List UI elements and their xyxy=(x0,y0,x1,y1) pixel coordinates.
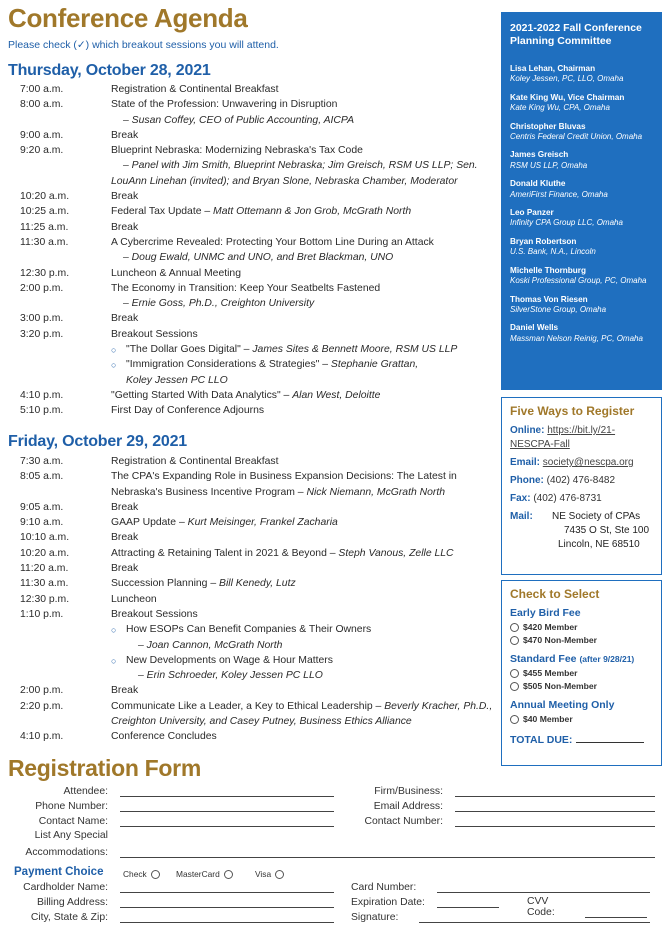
agenda-desc: Registration & Continental Breakfast xyxy=(111,456,279,467)
agenda-desc: Break xyxy=(111,685,139,697)
member-org: U.S. Bank, N.A., Lincoln xyxy=(510,247,596,257)
agenda-time: 12:30 p.m. xyxy=(20,593,70,605)
agenda-desc: Break xyxy=(111,563,139,575)
breakout-speaker-org: Koley Jessen PC LLO xyxy=(126,374,228,386)
agenda-desc: First Day of Conference Adjourns xyxy=(111,405,265,417)
agenda-desc: Federal Tax Update – xyxy=(111,206,214,218)
friday-heading: Friday, October 29, 2021 xyxy=(8,433,187,450)
checkbox-circle-icon[interactable]: ○ xyxy=(111,655,117,666)
agenda-desc: Break xyxy=(111,313,139,325)
member-name: Christopher Bluvas xyxy=(510,121,586,131)
breakout-title: How ESOPs Can Benefit Companies & Their Owners xyxy=(126,624,372,636)
cvv-field[interactable]: CVV Code: xyxy=(527,896,647,918)
agenda-time: 9:20 a.m. xyxy=(20,145,64,157)
agenda-time: 7:30 a.m. xyxy=(20,456,64,467)
agenda-speaker: – Susan Coffey, CEO of Public Accounting, AICPA xyxy=(123,114,355,126)
agenda-time: 2:20 p.m. xyxy=(20,700,64,712)
card-number-input[interactable] xyxy=(437,881,650,893)
agenda-desc: Communicate Like a Leader, a Key to Ethical Leadership – xyxy=(111,700,385,712)
member-name: Leo Panzer xyxy=(510,208,554,218)
register-fax: Fax: (402) 476-8731 xyxy=(510,493,602,504)
agenda-desc: Conference Concludes xyxy=(111,731,217,743)
register-phone: Phone: (402) 476-8482 xyxy=(510,475,616,486)
checkbox-circle-icon[interactable]: ○ xyxy=(111,360,117,371)
agenda-time: 3:20 p.m. xyxy=(20,328,64,340)
radio-circle-icon[interactable] xyxy=(510,636,519,645)
committee-member xyxy=(510,122,653,143)
agenda-desc: State of the Profession: Unwavering in Disruption xyxy=(111,99,338,111)
agenda-row xyxy=(0,683,500,698)
breakout-option[interactable] xyxy=(0,653,500,684)
agenda-desc: GAAP Update – xyxy=(111,517,188,529)
register-online: Online: https://bit.ly/21-NESCPA-Fall xyxy=(510,425,616,450)
pay-visa-option[interactable]: Visa xyxy=(255,869,284,879)
member-org: Massman Nelson Reinig, PC, Omaha xyxy=(510,333,643,343)
agenda-time: 12:30 p.m. xyxy=(20,267,70,279)
agenda-row xyxy=(0,699,500,730)
committee-member xyxy=(510,323,653,344)
annual-meeting-label: Annual Meeting Only xyxy=(510,699,615,711)
agenda-time: 11:20 a.m. xyxy=(20,563,69,575)
agenda-row xyxy=(0,82,500,97)
accommodations-field[interactable]: Accommodations: xyxy=(0,846,655,858)
agenda-speaker: Matt Ottemann & Jon Grob, McGrath North xyxy=(213,206,412,218)
agenda-row xyxy=(0,204,500,219)
email-input[interactable] xyxy=(455,800,655,812)
agenda-row xyxy=(0,311,500,326)
agenda-row xyxy=(0,546,500,561)
phone-input[interactable] xyxy=(120,800,334,812)
radio-circle-icon[interactable] xyxy=(510,715,519,724)
member-name: Kate King Wu, Vice Chairman xyxy=(510,92,625,102)
contact-name-field[interactable]: Contact Name: xyxy=(0,815,334,827)
agenda-time: 11:30 a.m. xyxy=(20,578,69,590)
agenda-desc: Break xyxy=(111,532,139,544)
agenda-desc: Succession Planning – xyxy=(111,578,220,590)
member-org: RSM US LLP, Omaha xyxy=(510,160,588,170)
early-bird-label: Early Bird Fee xyxy=(510,607,581,619)
attendee-field[interactable]: Attendee: xyxy=(0,785,334,797)
agenda-row xyxy=(0,729,500,744)
radio-circle-icon[interactable] xyxy=(510,669,519,678)
agenda-desc: Attracting & Retaining Talent in 2021 & Beyond – xyxy=(111,547,339,559)
committee-heading: 2021-2022 Fall Conference Planning Committee xyxy=(510,22,642,47)
attendee-input[interactable] xyxy=(120,785,334,797)
firm-field[interactable]: Firm/Business: xyxy=(340,785,655,797)
thursday-heading: Thursday, October 28, 2021 xyxy=(8,62,211,79)
agenda-time: 9:10 a.m. xyxy=(20,517,64,529)
pay-mastercard-option[interactable]: MasterCard xyxy=(176,869,233,879)
contact-number-field[interactable]: Contact Number: xyxy=(340,815,655,827)
member-name: Donald Kluthe xyxy=(510,179,566,189)
agenda-time: 8:00 a.m. xyxy=(20,99,64,111)
committee-member xyxy=(510,64,653,85)
radio-circle-icon[interactable] xyxy=(510,623,519,632)
checkbox-circle-icon[interactable]: ○ xyxy=(111,345,117,356)
agenda-speaker: Steph Vanous, Zelle LLC xyxy=(338,547,454,559)
breakout-speaker: – Joan Cannon, McGrath North xyxy=(138,639,283,651)
page-title: Conference Agenda xyxy=(8,3,248,33)
accommodations-input[interactable] xyxy=(120,846,655,858)
cardholder-input[interactable] xyxy=(120,881,334,893)
billing-field[interactable]: Billing Address: xyxy=(0,896,334,908)
member-name: James Greisch xyxy=(510,150,569,160)
online-link[interactable]: https://bit.ly/21-NESCPA-Fall xyxy=(510,425,616,450)
mail-line: NE Society of CPAs xyxy=(552,511,641,522)
member-org: Kate King Wu, CPA, Omaha xyxy=(510,103,610,113)
member-org: Koski Professional Group, PC, Omaha xyxy=(510,276,647,286)
member-org: AmeriFirst Finance, Omaha xyxy=(510,189,608,199)
agenda-time: 4:10 p.m. xyxy=(20,731,64,743)
agenda-speaker: Nick Niemann, McGrath North xyxy=(306,486,446,498)
breakout-sessions-label: Breakout Sessions xyxy=(111,328,198,340)
agenda-desc: Registration & Continental Breakfast xyxy=(111,84,279,95)
agenda-time: 9:00 a.m. xyxy=(20,129,64,141)
committee-member xyxy=(510,266,653,287)
member-name: Lisa Lehan, Chairman xyxy=(510,64,596,73)
page-subtitle: Please check (✓) which breakout sessions you will attend. xyxy=(8,39,279,51)
fee-option[interactable]: $455 Member xyxy=(510,667,653,680)
contact-number-input[interactable] xyxy=(455,815,655,827)
agenda-row xyxy=(0,454,500,469)
member-name: Michelle Thornburg xyxy=(510,265,586,275)
register-box xyxy=(501,397,662,575)
fee-option[interactable]: $420 Member xyxy=(510,621,653,634)
agenda-time: 10:20 a.m. xyxy=(20,191,70,203)
cardholder-field[interactable]: Cardholder Name: xyxy=(0,881,334,893)
payment-choice-heading: Payment Choice xyxy=(14,866,104,878)
fee-option[interactable]: $505 Non-Member xyxy=(510,680,653,693)
agenda-time: 7:00 a.m. xyxy=(20,84,64,95)
member-name: Daniel Wells xyxy=(510,323,559,333)
registration-form-title: Registration Form xyxy=(8,755,201,781)
breakout-option[interactable] xyxy=(0,342,500,357)
email-link[interactable]: society@nescpa.org xyxy=(542,457,634,468)
agenda-row xyxy=(0,403,500,418)
agenda-row xyxy=(0,592,500,607)
agenda-time: 2:00 p.m. xyxy=(20,685,64,697)
breakout-title: "The Dollar Goes Digital" – xyxy=(126,344,253,356)
agenda-row xyxy=(0,128,500,143)
agenda-speaker: – Panel with Jim Smith, Blueprint Nebraska; Jim Greisch, RSM US LLP; Sen. LouAnn Linehan (invited); and Bryan Slone, Nebraska Chamber, Moderator xyxy=(111,160,478,187)
fee-option[interactable]: $470 Non-Member xyxy=(510,634,653,647)
breakout-speaker: – Erin Schroeder, Koley Jessen PC LLO xyxy=(138,670,323,682)
committee-member xyxy=(510,150,653,171)
card-number-field[interactable]: Card Number: xyxy=(351,881,650,893)
register-heading: Five Ways to Register xyxy=(510,404,635,418)
agenda-speaker: Bill Kenedy, Lutz xyxy=(219,578,296,590)
contact-name-input[interactable] xyxy=(120,815,334,827)
agenda-desc: Blueprint Nebraska: Modernizing Nebraska's Tax Code xyxy=(111,145,363,157)
breakout-speaker: James Sites & Bennett Moore, RSM US LLP xyxy=(252,344,458,356)
agenda-desc: Luncheon & Annual Meeting xyxy=(111,267,241,279)
email-field[interactable]: Email Address: xyxy=(340,800,655,812)
special-label-1: List Any Special xyxy=(34,830,108,841)
agenda-row xyxy=(0,97,500,128)
agenda-desc: The Economy in Transition: Keep Your Seatbelts Fastened xyxy=(111,282,381,294)
agenda-speaker: Kurt Meisinger, Frankel Zacharia xyxy=(187,517,338,529)
member-org: Koley Jessen, PC, LLO, Omaha xyxy=(510,74,624,84)
committee-panel xyxy=(501,12,662,390)
committee-member xyxy=(510,237,653,258)
expiration-field[interactable]: Expiration Date: xyxy=(351,896,499,908)
standard-fee-label: Standard Fee (after 9/28/21) xyxy=(510,653,635,665)
member-name: Bryan Robertson xyxy=(510,236,577,246)
agenda-row xyxy=(0,266,500,281)
fee-select-box xyxy=(501,580,662,766)
member-org: Infinity CPA Group LLC, Omaha xyxy=(510,218,623,228)
committee-member xyxy=(510,295,653,316)
agenda-row xyxy=(0,388,500,403)
total-due-field[interactable] xyxy=(576,742,644,743)
agenda-time: 10:20 a.m. xyxy=(20,547,70,559)
agenda-row xyxy=(0,607,500,622)
total-due: TOTAL DUE: xyxy=(510,734,653,746)
agenda-time: 8:05 a.m. xyxy=(20,471,64,483)
committee-member xyxy=(510,179,653,200)
agenda-row xyxy=(0,515,500,530)
agenda-time: 11:30 a.m. xyxy=(20,236,69,248)
thursday-agenda xyxy=(0,82,500,419)
agenda-desc: Luncheon xyxy=(111,593,157,605)
agenda-row xyxy=(0,469,500,500)
agenda-time: 9:05 a.m. xyxy=(20,501,64,513)
agenda-time: 3:00 p.m. xyxy=(20,313,64,325)
breakout-speaker: Stephanie Grattan, xyxy=(330,359,419,371)
billing-input[interactable] xyxy=(120,896,334,908)
breakout-option[interactable] xyxy=(0,622,500,653)
agenda-desc: A Cybercrime Revealed: Protecting Your Bottom Line During an Attack xyxy=(111,236,434,248)
agenda-desc: Break xyxy=(111,221,139,233)
agenda-speaker: – Ernie Goss, Ph.D., Creighton University xyxy=(123,298,315,310)
agenda-row xyxy=(0,327,500,342)
agenda-time: 1:10 p.m. xyxy=(20,608,64,620)
radio-circle-icon[interactable] xyxy=(151,870,160,879)
agenda-speaker: Alan West, Deloitte xyxy=(292,389,381,401)
firm-input[interactable] xyxy=(455,785,655,797)
agenda-time: 10:10 a.m. xyxy=(20,532,70,544)
register-mail: Mail: NE Society of CPAs 7435 O St, Ste 100 Lincoln, NE 68510 xyxy=(510,511,650,550)
agenda-time: 11:25 a.m. xyxy=(20,221,69,233)
committee-member xyxy=(510,208,653,229)
register-email: Email: society@nescpa.org xyxy=(510,457,634,468)
city-field[interactable]: City, State & Zip: xyxy=(0,911,334,923)
pay-check-option[interactable]: Check xyxy=(123,869,160,879)
agenda-desc: "Getting Started With Data Analytics" – xyxy=(111,389,293,401)
agenda-time: 4:10 p.m. xyxy=(20,389,64,401)
agenda-time: 10:25 a.m. xyxy=(20,206,70,218)
agenda-row xyxy=(0,530,500,545)
agenda-time: 2:00 p.m. xyxy=(20,282,64,294)
mail-line: 7435 O St, Ste 100 xyxy=(564,525,650,536)
breakout-option[interactable] xyxy=(0,357,500,388)
agenda-desc: The CPA's Expanding Role in Business Expansion Decisions: The Latest in Nebraska's Business Incentive Program – xyxy=(111,471,457,498)
agenda-desc: Break xyxy=(111,501,139,513)
member-org: Centris Federal Credit Union, Omaha xyxy=(510,132,643,142)
committee-member xyxy=(510,93,653,114)
agenda-speaker: Beverly Kracher, Ph.D., Creighton University, and Casey Putney, Business Ethics Alliance xyxy=(111,700,493,728)
agenda-row xyxy=(0,281,500,312)
agenda-row xyxy=(0,576,500,591)
agenda-desc: Break xyxy=(111,129,139,141)
agenda-row xyxy=(0,189,500,204)
radio-circle-icon[interactable] xyxy=(275,870,284,879)
expiration-input[interactable] xyxy=(437,896,499,908)
agenda-time: 5:10 p.m. xyxy=(20,405,64,417)
agenda-row xyxy=(0,500,500,515)
signature-field[interactable]: Signature: xyxy=(351,911,650,923)
breakout-sessions-label: Breakout Sessions xyxy=(111,608,198,620)
city-input[interactable] xyxy=(120,911,334,923)
radio-circle-icon[interactable] xyxy=(510,682,519,691)
member-org: SilverStone Group, Omaha xyxy=(510,304,607,314)
fee-option[interactable]: $40 Member xyxy=(510,713,653,726)
agenda-desc: Break xyxy=(111,191,139,203)
breakout-title: "Immigration Considerations & Strategies" – xyxy=(126,359,331,371)
agenda-row xyxy=(0,561,500,576)
signature-input[interactable] xyxy=(419,911,650,923)
member-name: Thomas Von Riesen xyxy=(510,294,588,304)
agenda-row xyxy=(0,220,500,235)
agenda-row xyxy=(0,143,500,189)
phone-field[interactable]: Phone Number: xyxy=(0,800,334,812)
radio-circle-icon[interactable] xyxy=(224,870,233,879)
agenda-row xyxy=(0,235,500,266)
checkbox-circle-icon[interactable]: ○ xyxy=(111,625,117,636)
friday-agenda xyxy=(0,454,500,745)
agenda-speaker: – Doug Ewald, UNMC and UNO, and Bret Blackman, UNO xyxy=(123,252,394,264)
select-heading: Check to Select xyxy=(510,587,600,601)
breakout-title: New Developments on Wage & Hour Matters xyxy=(126,654,333,666)
mail-line: Lincoln, NE 68510 xyxy=(558,539,640,550)
